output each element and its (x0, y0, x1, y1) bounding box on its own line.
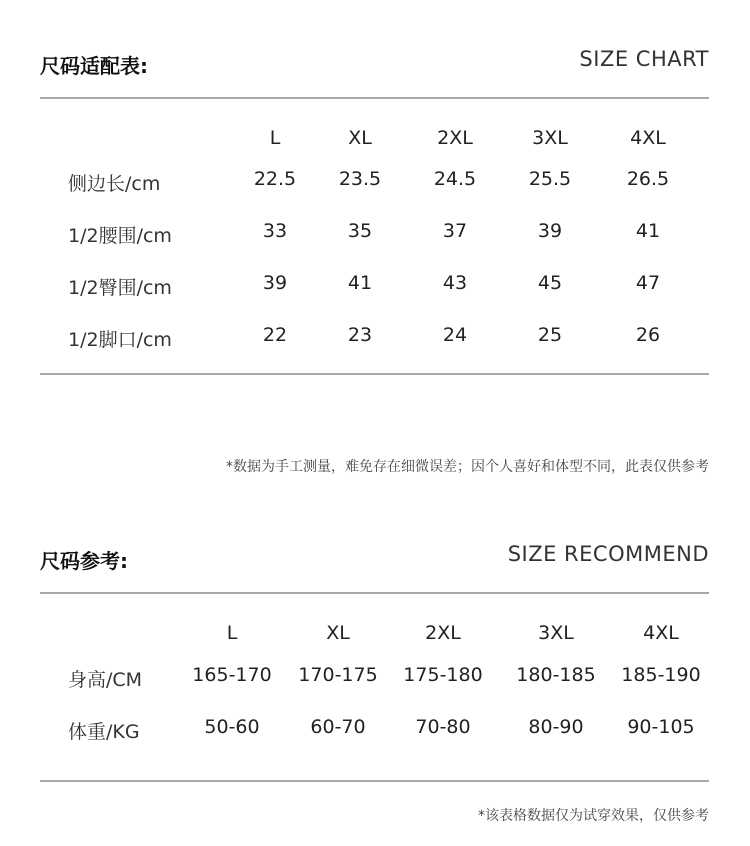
size-recommend-col-header: 3XL (538, 622, 574, 644)
size-chart-cell: 24 (442, 324, 468, 346)
size-recommend-bottom-rule (40, 780, 709, 782)
size-chart-row-label: 1/2腰围/cm (68, 225, 172, 247)
size-chart-note: *数据为手工测量，难免存在细微误差；因个人喜好和体型不同，此表仅供参考 (226, 459, 709, 475)
size-recommend-cell: 185-190 (621, 664, 701, 686)
size-chart-cell: 47 (635, 272, 661, 294)
size-chart-col-header: XL (348, 127, 372, 149)
size-recommend-cell: 90-105 (627, 716, 695, 738)
size-recommend-top-rule (40, 592, 709, 594)
size-recommend-col-header: 4XL (643, 622, 679, 644)
size-chart-cell: 39 (262, 272, 288, 294)
size-chart-cell: 26 (635, 324, 661, 346)
size-recommend-row-label: 身高/CM (68, 669, 143, 691)
size-chart-cell: 23 (347, 324, 373, 346)
size-chart-cell: 41 (347, 272, 373, 294)
size-chart-bottom-rule (40, 373, 709, 375)
size-chart-title-en: SIZE CHART (579, 47, 709, 71)
size-chart-cell: 23.5 (338, 168, 382, 190)
size-chart-cell: 37 (442, 220, 468, 242)
size-chart-cell: 22 (262, 324, 288, 346)
size-recommend-cell: 70-80 (415, 716, 471, 738)
size-recommend-note: *该表格数据仅为试穿效果，仅供参考 (478, 808, 709, 824)
size-chart-cell: 39 (537, 220, 563, 242)
size-chart-cell: 41 (635, 220, 661, 242)
size-recommend-row-label: 体重/KG (68, 721, 140, 743)
size-chart-top-rule (40, 97, 709, 99)
size-chart-cell: 35 (347, 220, 373, 242)
size-chart-cell: 26.5 (626, 168, 670, 190)
size-recommend-col-header: XL (326, 622, 350, 644)
size-recommend-cell: 80-90 (528, 716, 584, 738)
size-chart-col-header: L (269, 127, 281, 149)
size-recommend-cell: 180-185 (516, 664, 596, 686)
size-chart-row-label: 1/2臀围/cm (68, 277, 172, 299)
size-chart-col-header: 4XL (630, 127, 666, 149)
size-recommend-title-en: SIZE RECOMMEND (507, 542, 709, 566)
size-chart-cell: 33 (262, 220, 288, 242)
size-chart-col-header: 2XL (437, 127, 473, 149)
size-recommend-col-header: L (226, 622, 238, 644)
size-recommend-cell: 60-70 (310, 716, 366, 738)
size-recommend-title-cn: 尺码参考: (40, 549, 128, 573)
size-recommend-cell: 170-175 (298, 664, 378, 686)
size-chart-row-label: 侧边长/cm (68, 173, 161, 195)
size-recommend-cell: 175-180 (403, 664, 483, 686)
size-chart-row-label: 1/2脚口/cm (68, 329, 172, 351)
size-chart-cell: 22.5 (253, 168, 297, 190)
size-recommend-col-header: 2XL (425, 622, 461, 644)
size-chart-cell: 25.5 (528, 168, 572, 190)
size-chart-title-cn: 尺码适配表: (40, 54, 148, 78)
size-chart-cell: 45 (537, 272, 563, 294)
size-chart-col-header: 3XL (532, 127, 568, 149)
size-chart-cell: 24.5 (433, 168, 477, 190)
size-chart-cell: 43 (442, 272, 468, 294)
size-recommend-cell: 165-170 (192, 664, 272, 686)
size-recommend-cell: 50-60 (204, 716, 260, 738)
size-chart-cell: 25 (537, 324, 563, 346)
